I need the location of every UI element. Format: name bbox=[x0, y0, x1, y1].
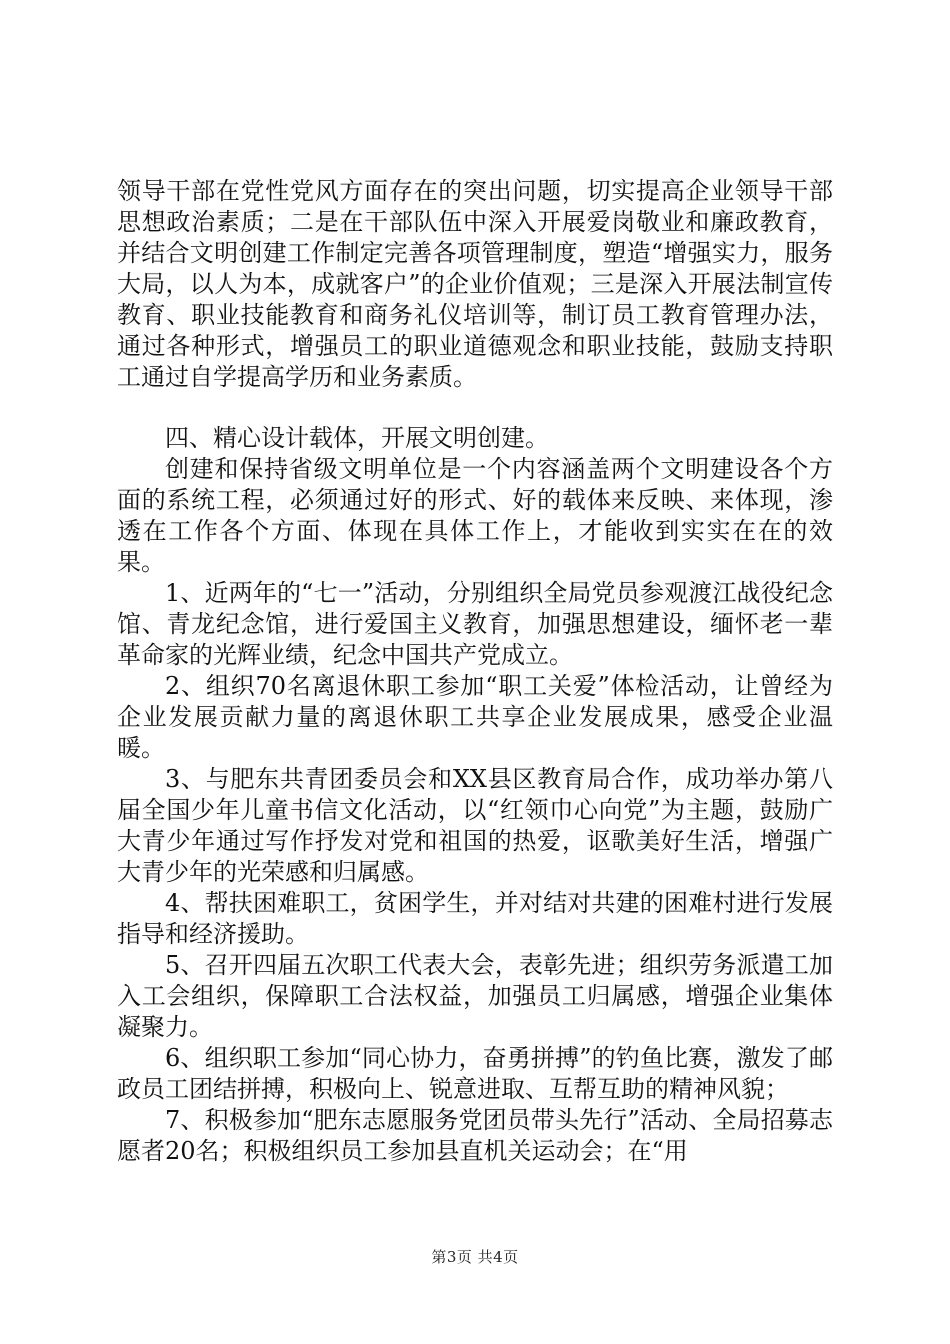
paragraph-intro: 创建和保持省级文明单位是一个内容涵盖两个文明建设各个方面的系统工程，必须通过好的形式、好的载体来反映、来体现，渗透在工作各个方面、体现在具体工作上，才能收到实实在在的效果。 bbox=[117, 455, 833, 576]
page-number-footer: 第3页 共4页 bbox=[431, 1248, 519, 1266]
list-item-4: 4、帮扶困难职工，贫困学生，并对结对共建的困难村进行发展指导和经济援助。 bbox=[117, 889, 833, 948]
document-body bbox=[117, 176, 833, 1167]
section-heading-4: 四、精心设计载体，开展文明创建。 bbox=[165, 424, 549, 452]
list-item-5: 5、召开四届五次职工代表大会，表彰先进；组织劳务派遣工加入工会组织，保障职工合法权益，加强员工归属感，增强企业集体凝聚力。 bbox=[117, 951, 833, 1041]
list-item-1: 1、近两年的“七一”活动，分别组织全局党员参观渡江战役纪念馆、青龙纪念馆，进行爱国主义教育，加强思想建设，缅怀老一辈革命家的光辉业绩，纪念中国共产党成立。 bbox=[117, 579, 833, 669]
list-item-6: 6、组织职工参加“同心协力，奋勇拼搏”的钓鱼比赛，激发了邮政员工团结拼搏，积极向上、锐意进取、互帮互助的精神风貌； bbox=[117, 1044, 833, 1103]
paragraph-continuation: 领导干部在党性党风方面存在的突出问题，切实提高企业领导干部思想政治素质；二是在干部队伍中深入开展爱岗敬业和廉政教育，并结合文明创建工作制定完善各项管理制度，塑造“增强实力，服务大局，以人为本，成就客户”的企业价值观；三是深入开展法制宣传教育、职业技能教育和商务礼仪培训等，制订员工教育管理办法，通过各种形式，增强员工的职业道德观念和职业技能，鼓励支持职工通过自学提高学历和业务素质。 bbox=[117, 177, 833, 391]
list-item-3: 3、与肥东共青团委员会和XX县区教育局合作，成功举办第八届全国少年儿童书信文化活动，以“红领巾心向党”为主题，鼓励广大青少年通过写作抒发对党和祖国的热爱，讴歌美好生活，增强广大青少年的光荣感和归属感。 bbox=[117, 765, 833, 886]
list-item-2: 2、组织70名离退休职工参加“职工关爱”体检活动，让曾经为企业发展贡献力量的离退休职工共享企业发展成果，感受企业温暖。 bbox=[117, 672, 833, 762]
list-item-7: 7、积极参加“肥东志愿服务党团员带头先行”活动、全局招募志愿者20名；积极组织员工参加县直机关运动会；在“用 bbox=[117, 1106, 833, 1165]
